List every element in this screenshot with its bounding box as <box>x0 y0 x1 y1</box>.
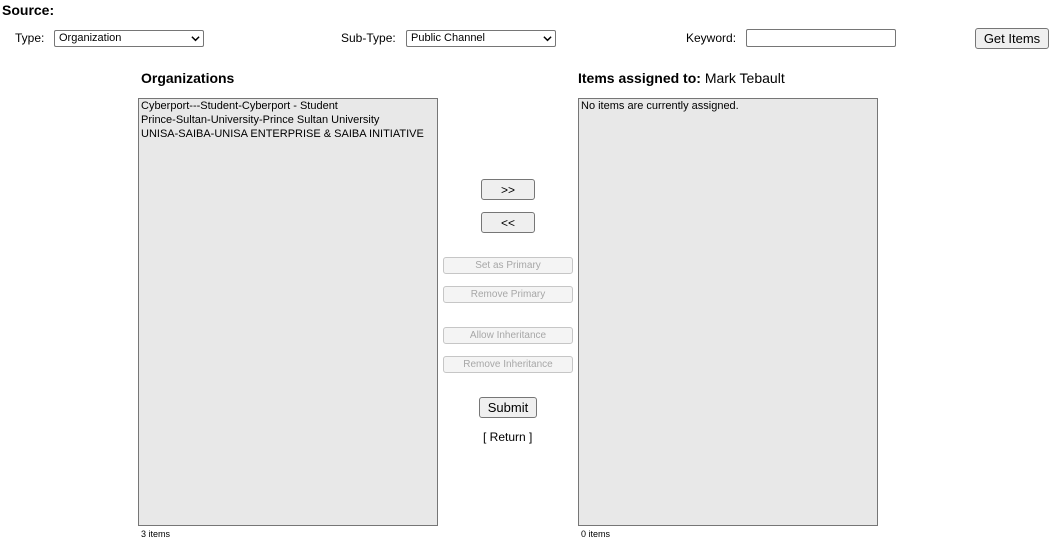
assigned-items-listbox[interactable] <box>578 98 878 526</box>
organizations-count: 3 items <box>141 529 171 539</box>
allow-inheritance-button[interactable]: Allow Inheritance <box>443 327 573 344</box>
subtype-select[interactable] <box>406 30 556 47</box>
assigned-heading <box>578 70 785 86</box>
empty-message: No items are currently assigned. <box>581 100 739 112</box>
get-items-button[interactable]: Get Items <box>975 28 1049 49</box>
chevron-down-icon <box>191 34 200 43</box>
keyword-label: Keyword: <box>686 31 737 45</box>
return-link[interactable]: [ Return ] <box>483 430 533 444</box>
keyword-input[interactable] <box>746 29 896 47</box>
type-label: Type: <box>15 31 45 45</box>
type-select-value: Organization <box>59 32 122 44</box>
set-as-primary-button[interactable]: Set as Primary <box>443 257 573 274</box>
remove-selected-button[interactable]: << <box>481 212 535 233</box>
add-selected-button[interactable]: >> <box>481 179 535 200</box>
subtype-select-value: Public Channel <box>411 32 485 44</box>
list-item[interactable]: Prince-Sultan-University-Prince Sultan University <box>141 114 380 126</box>
remove-primary-button[interactable]: Remove Primary <box>443 286 573 303</box>
list-item[interactable]: UNISA-SAIBA-UNISA ENTERPRISE & SAIBA INITIATIVE <box>141 128 424 140</box>
organizations-listbox[interactable] <box>138 98 438 526</box>
assigned-heading-prefix: Items assigned to: <box>578 70 701 86</box>
assignee-name: Mark Tebault <box>704 70 785 86</box>
list-item[interactable]: Cyberport---Student-Cyberport - Student <box>141 100 338 112</box>
assigned-items-count: 0 items <box>581 529 611 539</box>
organizations-heading: Organizations <box>141 70 235 86</box>
remove-inheritance-button[interactable]: Remove Inheritance <box>443 356 573 373</box>
subtype-label: Sub-Type: <box>341 31 396 45</box>
keyword-input-value <box>747 33 750 45</box>
source-title: Source: <box>2 2 55 18</box>
submit-button[interactable]: Submit <box>479 397 537 418</box>
type-select[interactable] <box>54 30 204 47</box>
chevron-down-icon <box>543 34 552 43</box>
